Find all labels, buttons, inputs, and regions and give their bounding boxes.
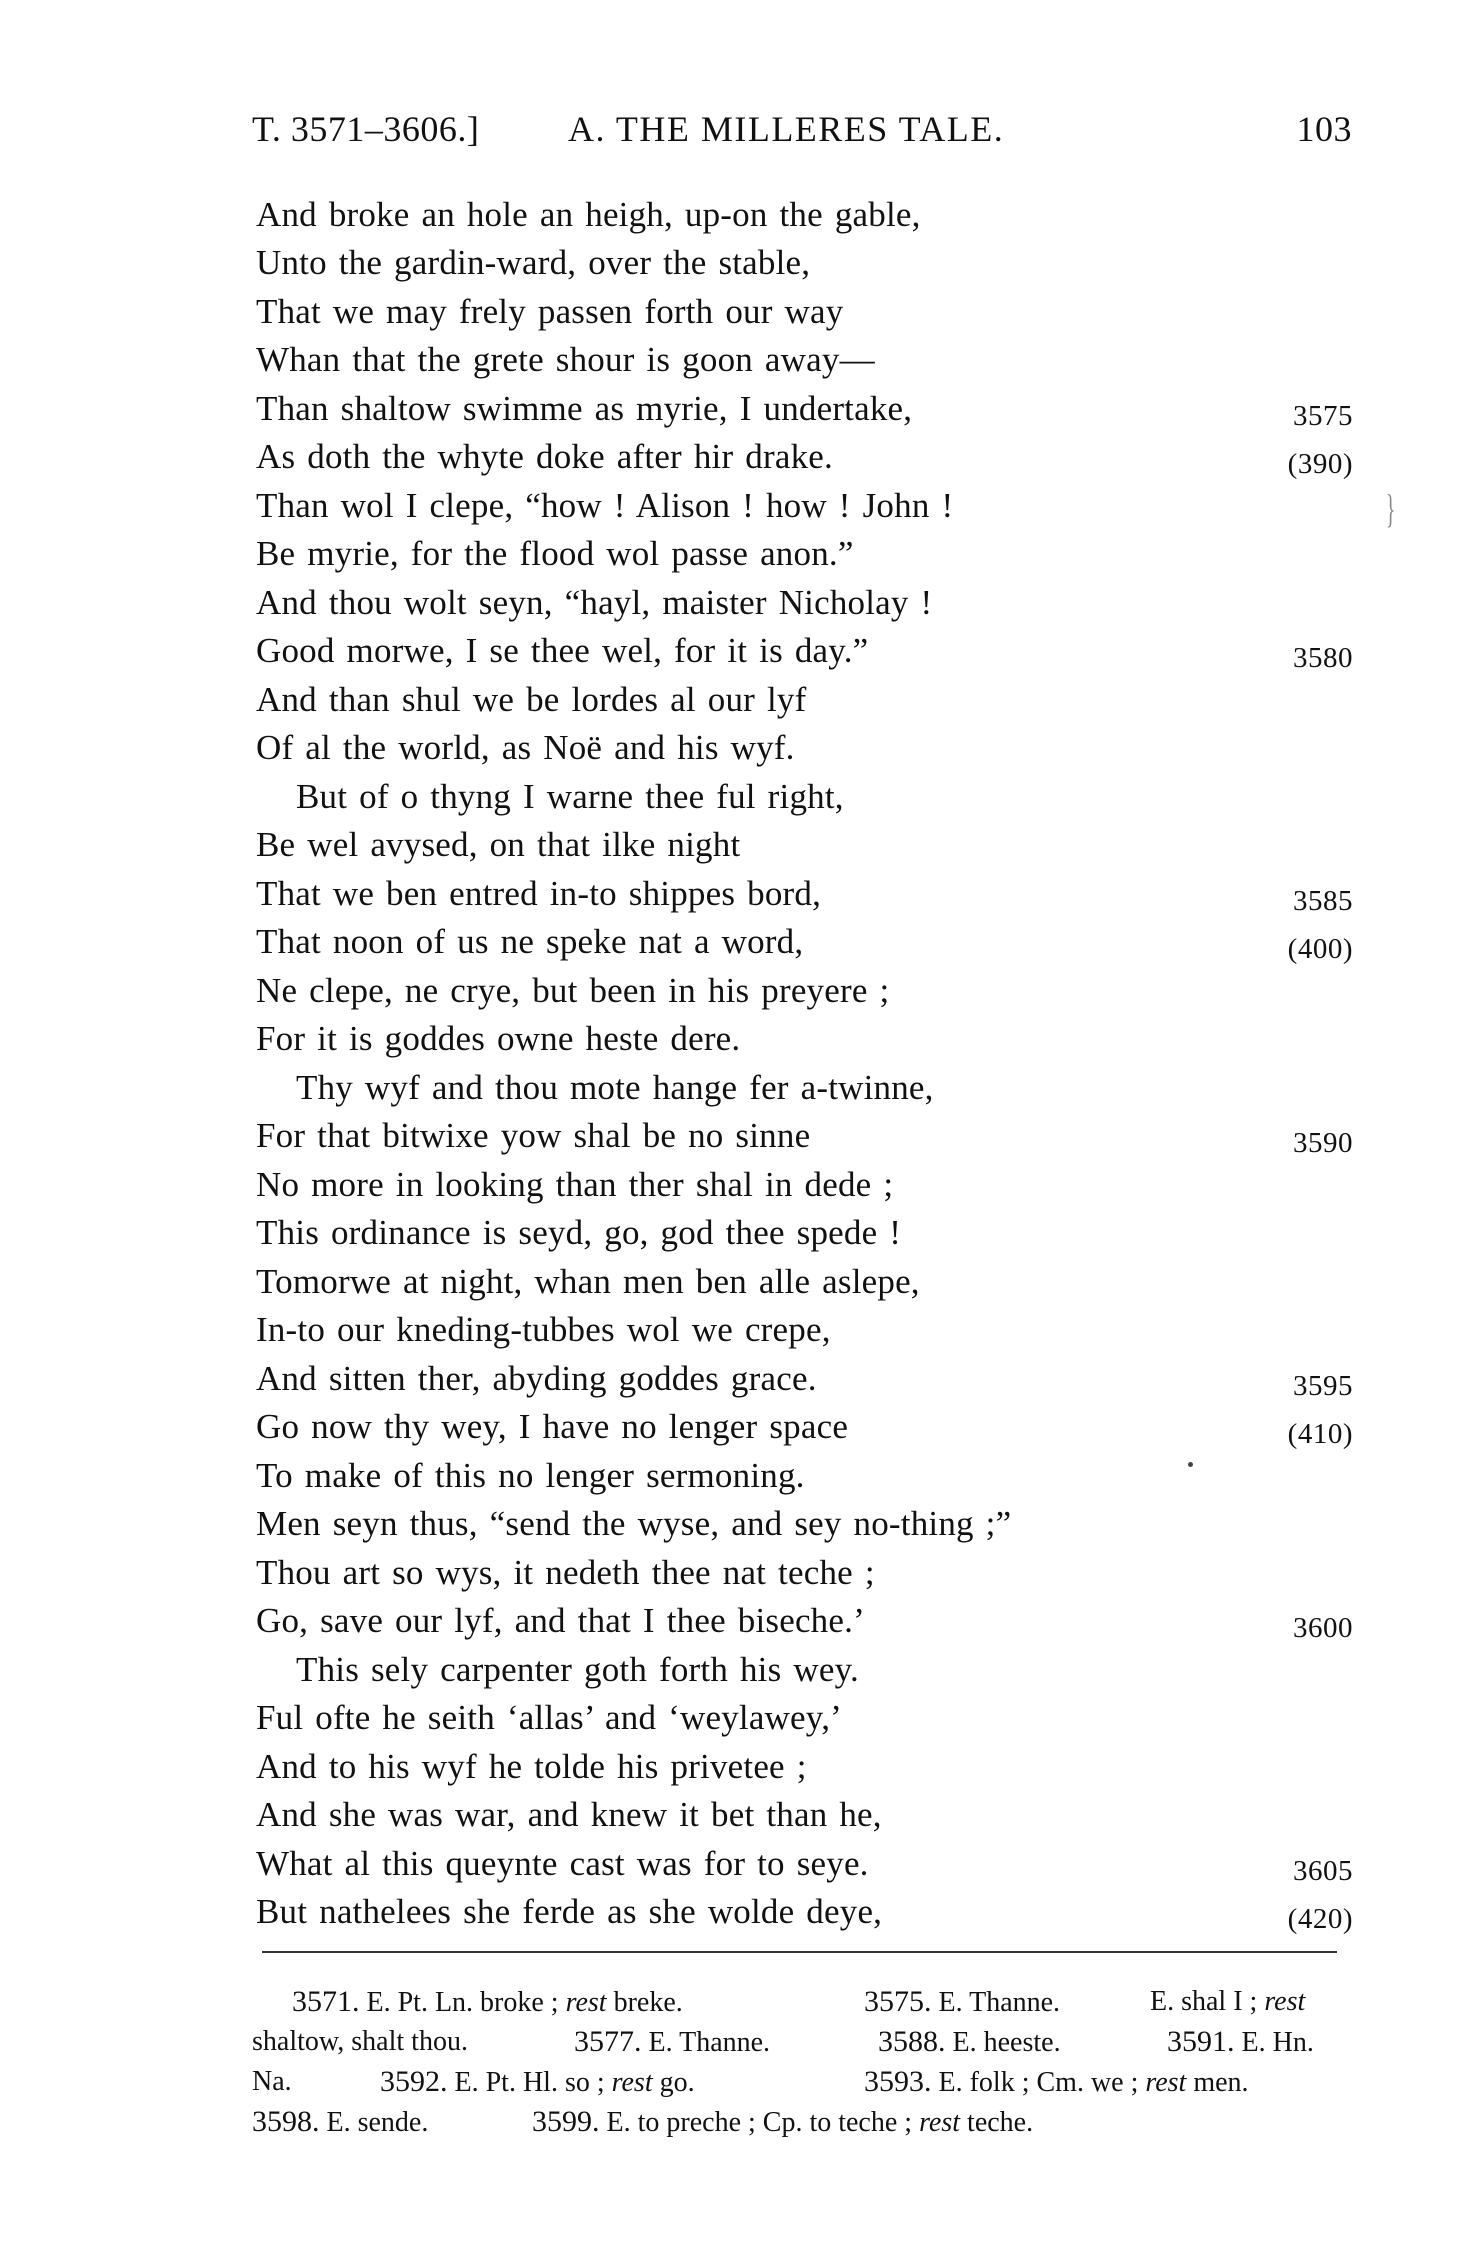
margin-bracket-mark: } — [1385, 486, 1396, 531]
line-number-secondary: (420) — [1287, 1903, 1353, 1935]
line-number: 3590 — [1293, 1127, 1353, 1159]
verse-line: Thou art so wys, it nedeth thee nat teche ; — [256, 1553, 875, 1592]
verse-line: And than shul we be lordes al our lyf — [256, 680, 807, 719]
footnote-entry: 3592. E. Pt. Hl. so ; rest go. — [380, 2065, 695, 2098]
verse-line: Ful ofte he seith ‘allas’ and ‘weylawey,’ — [256, 1698, 842, 1737]
verse-line: What al this queynte cast was for to seye. — [256, 1844, 869, 1883]
verse-line: Be myrie, for the flood wol passe anon.” — [256, 534, 854, 573]
footnote-entry: 3599. E. to preche ; Cp. to teche ; rest teche. — [532, 2105, 1034, 2138]
verse-line: And to his wyf he tolde his privetee ; — [256, 1747, 807, 1786]
verse-line: Ne clepe, ne crye, but been in his preyere ; — [256, 971, 890, 1010]
verse-line: But nathelees she ferde as she wolde deye, — [256, 1892, 883, 1931]
line-number: 3585 — [1293, 885, 1353, 917]
footnote-entry: 3575. E. Thanne. — [864, 1985, 1061, 2018]
footnote-entry: 3591. E. Hn. — [1167, 2025, 1314, 2058]
line-number: 3575 — [1293, 400, 1353, 432]
footnote-entry: E. shal I ; rest — [1150, 1986, 1306, 2017]
verse-line: Thy wyf and thou mote hange fer a-twinne, — [296, 1068, 934, 1107]
verse-line: Of al the world, as Noë and his wyf. — [256, 728, 795, 767]
verse-line: Be wel avysed, on that ilke night — [256, 825, 741, 864]
verse-line: This ordinance is seyd, go, god thee spede ! — [256, 1213, 902, 1252]
verse-line: Men seyn thus, “send the wyse, and sey no-thing ;” — [256, 1504, 1012, 1543]
footnote-entry: 3593. E. folk ; Cm. we ; rest men. — [864, 2065, 1249, 2098]
verse-line: But of o thyng I warne thee ful right, — [296, 777, 844, 816]
verse-line: And sitten ther, abyding goddes grace. — [256, 1359, 817, 1398]
line-number-secondary: (390) — [1287, 448, 1353, 480]
verse-line: Go, save our lyf, and that I thee biseche.’ — [256, 1601, 865, 1640]
verse-line: And thou wolt seyn, “hayl, maister Nicholay ! — [256, 583, 933, 622]
stray-ink-dot — [1188, 1462, 1193, 1467]
verse-line: And she was war, and knew it bet than he, — [256, 1795, 882, 1834]
line-number: 3580 — [1293, 642, 1353, 674]
verse-line: Go now thy wey, I have no lenger space — [256, 1407, 849, 1446]
footnote-entry: 3598. E. sende. — [252, 2105, 429, 2138]
header-line-range: T. 3571–3606.] — [252, 109, 480, 149]
verse-line: For that bitwixe yow shal be no sinne — [256, 1116, 811, 1155]
verse-line: That noon of us ne speke nat a word, — [256, 922, 804, 961]
running-header — [252, 108, 1352, 158]
line-number: 3605 — [1293, 1855, 1353, 1887]
line-number-secondary: (400) — [1287, 933, 1353, 965]
verse-line: And broke an hole an heigh, up-on the gable, — [256, 195, 921, 234]
line-number-secondary: (410) — [1287, 1418, 1353, 1450]
verse-line: No more in looking than ther shal in dede ; — [256, 1165, 894, 1204]
verse-line: Than wol I clepe, “how ! Alison ! how ! John ! — [256, 486, 954, 525]
footnote-entry: Na. — [252, 2066, 292, 2097]
verse-line: Good morwe, I se thee wel, for it is day.” — [256, 631, 869, 670]
line-number: 3595 — [1293, 1370, 1353, 1402]
footnote-entry: 3571. E. Pt. Ln. broke ; rest breke. — [292, 1985, 683, 2018]
verse-line: That we may frely passen forth our way — [256, 292, 844, 331]
footnote-entry: shaltow, shalt thou. — [252, 2026, 468, 2057]
verse-line: Than shaltow swimme as myrie, I undertake, — [256, 389, 913, 428]
page-number: 103 — [1296, 109, 1352, 149]
verse-line: Whan that the grete shour is goon away— — [256, 340, 875, 379]
verse-line: As doth the whyte doke after hir drake. — [256, 437, 833, 476]
verse-line: That we ben entred in-to shippes bord, — [256, 874, 822, 913]
verse-line: To make of this no lenger sermoning. — [256, 1456, 805, 1495]
header-title: A. THE MILLERES TALE. — [568, 109, 1005, 149]
verse-line: Tomorwe at night, whan men ben alle aslepe, — [256, 1262, 920, 1301]
verse-line: This sely carpenter goth forth his wey. — [296, 1650, 859, 1689]
footnote-divider — [262, 1951, 1337, 1953]
verse-line: Unto the gardin-ward, over the stable, — [256, 243, 811, 282]
verse-line: In-to our kneding-tubbes wol we crepe, — [256, 1310, 831, 1349]
footnote-entry: 3588. E. heeste. — [878, 2025, 1061, 2058]
verse-line: For it is goddes owne heste dere. — [256, 1019, 741, 1058]
footnote-entry: 3577. E. Thanne. — [574, 2025, 771, 2058]
line-number: 3600 — [1293, 1612, 1353, 1644]
